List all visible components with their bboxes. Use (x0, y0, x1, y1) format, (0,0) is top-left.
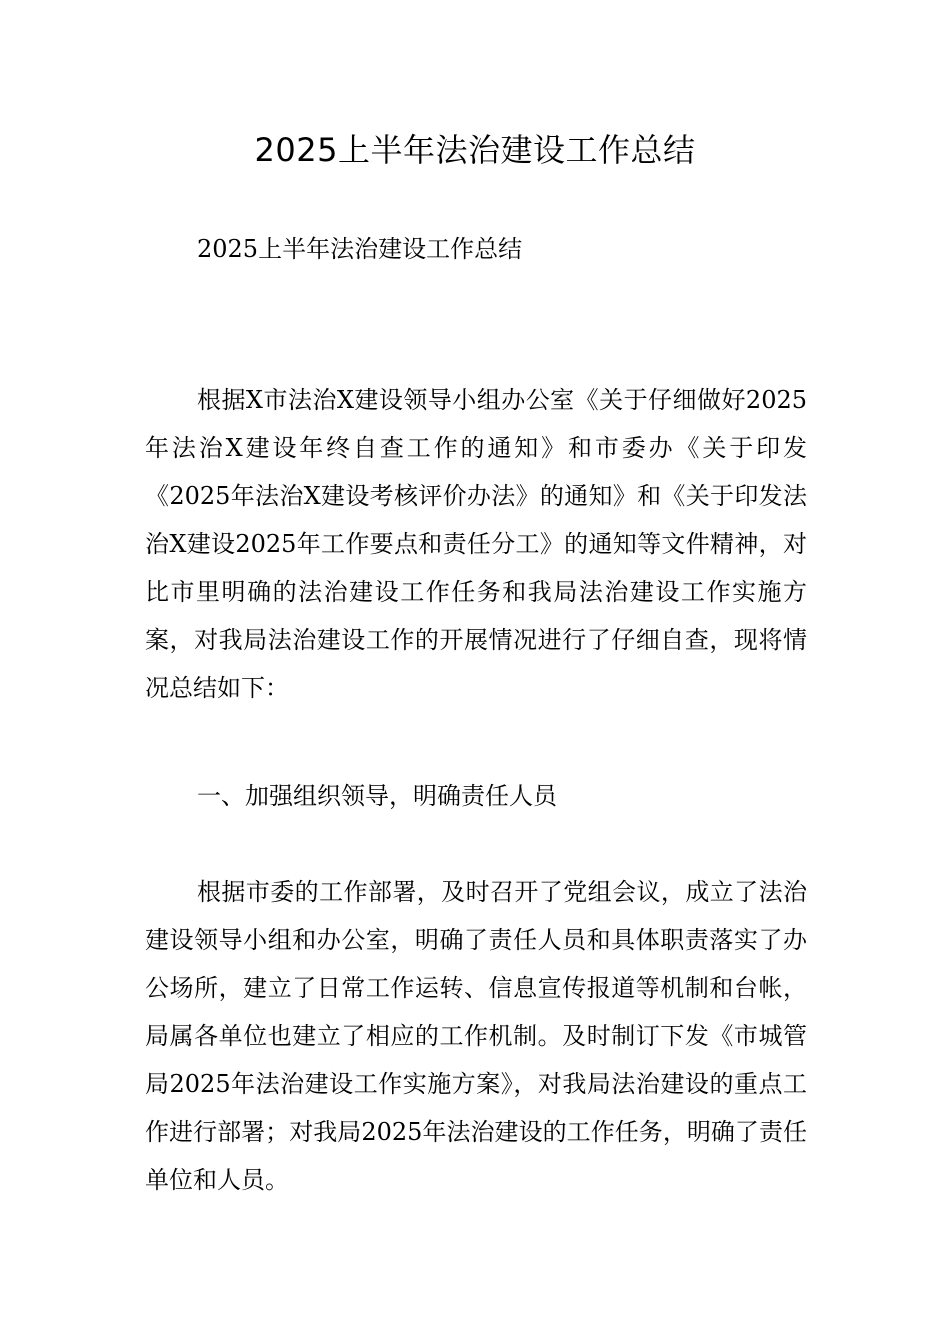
document-subtitle: 2025上半年法治建设工作总结 (197, 235, 523, 263)
document-title: 2025上半年法治建设工作总结 (254, 131, 696, 169)
paragraph-intro: 根据X市法治X建设领导小组办公室《关于仔细做好2025年法治X建设年终自查工作的通知》和市委办《关于印发《2025年法治X建设考核评价办法》的通知》和《关于印发法治X建设2025年工作要点和责任分工》的通知等文件精神，对比市里明确的法治建设工作任务和我局法治建设工作实施方案，对我局法治建设工作的开展情况进行了仔细自查，现将情况总结如下： (145, 386, 807, 702)
section-heading-1: 一、加强组织领导，明确责任人员 (197, 782, 557, 810)
paragraph-section-1: 根据市委的工作部署，及时召开了党组会议，成立了法治建设领导小组和办公室，明确了责任人员和具体职责落实了办公场所，建立了日常工作运转、信息宣传报道等机制和台帐，局属各单位也建立了相应的工作机制。及时制订下发《市城管局2025年法治建设工作实施方案》，对我局法治建设的重点工作进行部署；对我局2025年法治建设的工作任务，明确了责任单位和人员。 (145, 878, 807, 1194)
